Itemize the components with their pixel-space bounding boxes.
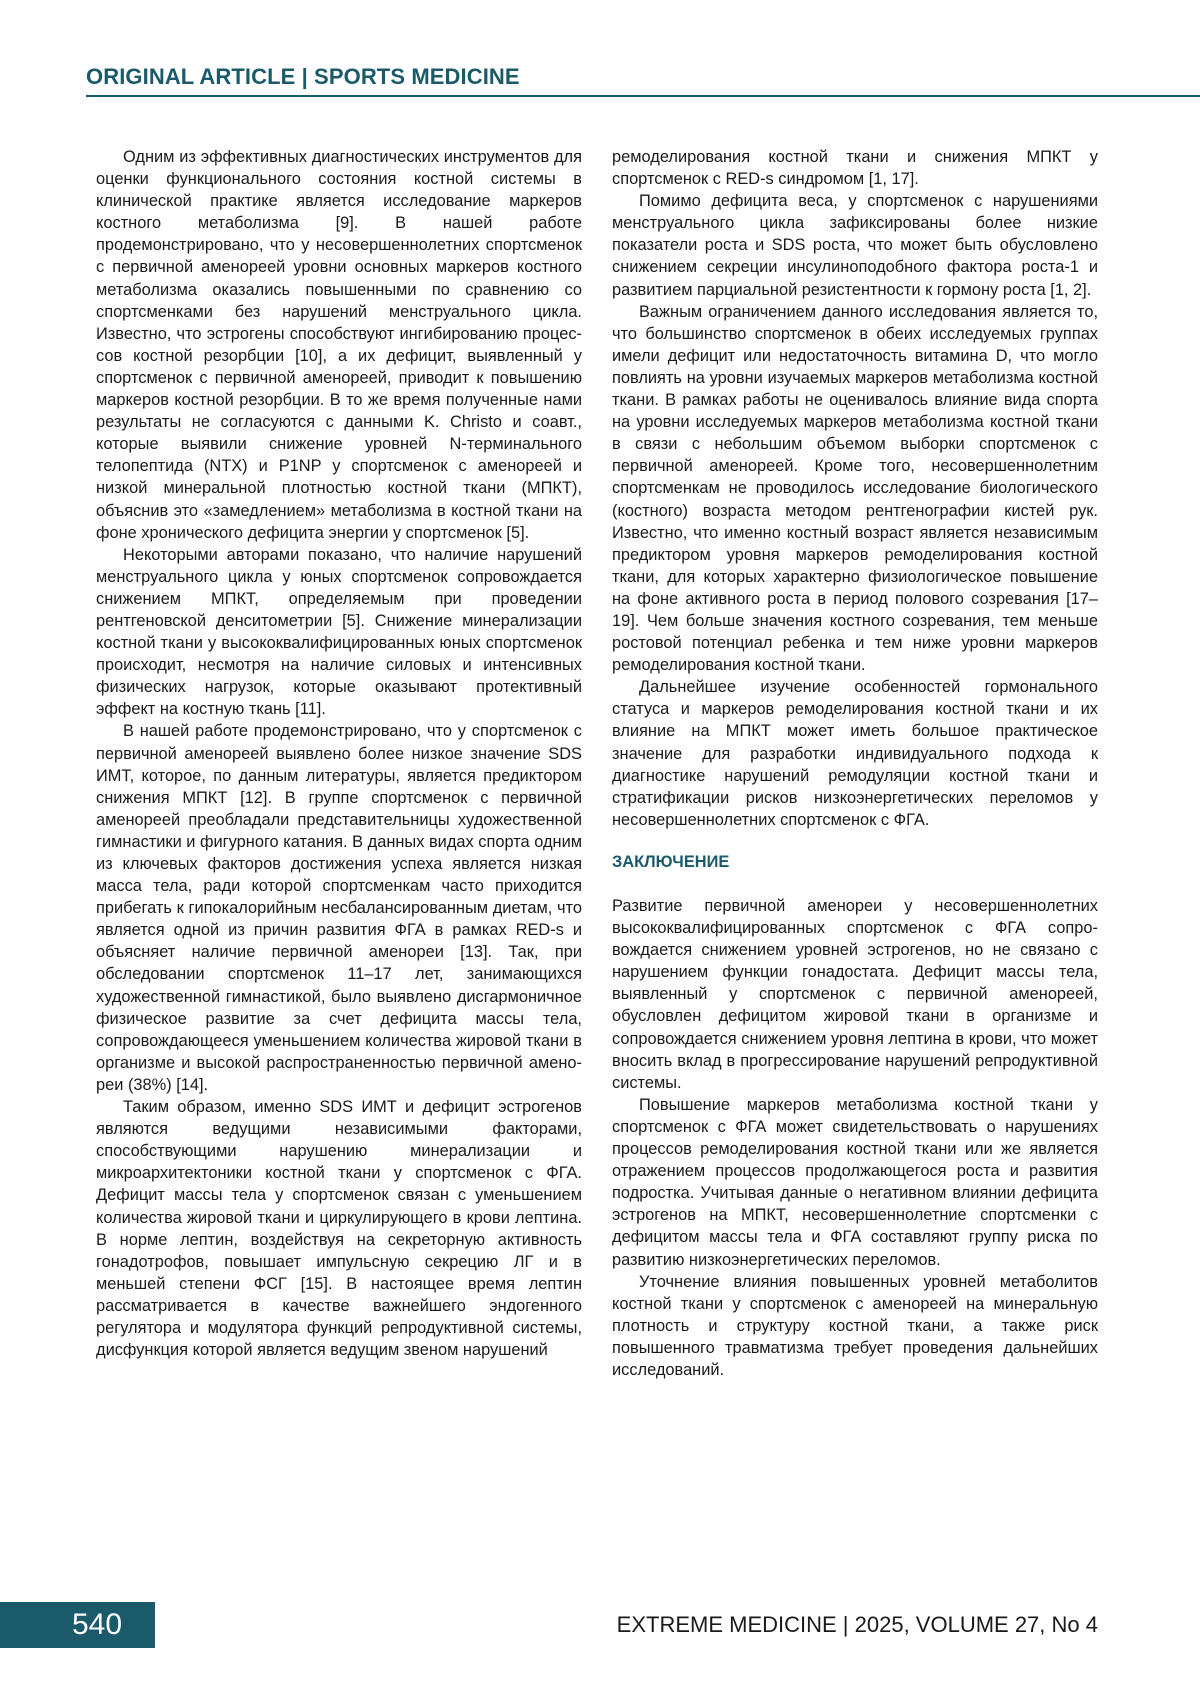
paragraph: ремоделирования костной ткани и снижения МПКТ у спортсменок с RED-s синдромом [1, 17]. xyxy=(612,148,1098,189)
paragraph: Помимо дефицита веса, у спортсменок с нарушениями менструального цикла зафиксированы более низкие показатели роста и SDS роста, что может быть обусловлено снижением секреции инсулиноподобного фактора роста-1 и развитием парциальной резистентности к гормону роста [1, 2]. xyxy=(612,192,1098,299)
conclusion-heading: ЗАКЛЮЧЕНИЕ xyxy=(612,852,730,871)
left-column xyxy=(96,146,582,1361)
paragraph: Таким образом, именно SDS ИМТ и дефицит эстрогенов являются ведущими независимыми факторами, способствующими нарушению минерализации и микроархитектоники костной ткани у спортсменок с ФГА. Дефицит массы тела у спортсменок связан с уменьшением количества жировой ткани и циркулирующего в крови лептина. В норме лептин, воздействуя на секреторную активность гонадотрофов, повышает импульсную секрецию ЛГ и в меньшей степени ФСГ [15]. В настоящее время лептин рассматривается в качестве важнейшего эндогенного регулятора и модулятора функций репродуктивной системы, дисфункция которой является ведущим звеном нарушений xyxy=(96,1098,582,1360)
paragraph: Уточнение влияния повышенных уровней метаболитов костной ткани у спортсменок с аменореей на минеральную плотность и структуру костной ткани, а также риск повышенного травматизма требует проведения дальнейших исследований. xyxy=(612,1272,1098,1379)
paragraph: Развитие первичной аменореи у несовершеннолетних высококвалифицированных спортсменок с ФГА сопровождается снижением уровней эстрогенов, но не связано с нарушением функции гонадостата. Дефицит массы тела, выявленный у спортсменок с первичной аменореей, обусловлен дефицитом жировой ткани в организме и сопровождается снижением уровня лептина в крови, что может вносить вклад в прогрессирование нарушений репродуктивной системы. xyxy=(612,897,1098,1092)
paragraph: Одним из эффективных диагностических инструментов для оценки функционального состояния костной системы в клинической практике является исследование маркеров костного метаболизма [9]. В нашей работе продемонстрировано, что у несовершеннолетних спортсменок с первичной аменореей уровни основных маркеров костного метаболизма оказались повышенными по сравнению со спортсменками без нарушений менструального цикла. Известно, что эстрогены способствуют ингибированию процессов костной резорбции [10], а их дефицит, выявленный у спортсменок с первичной аменореей, приводит к повышению маркеров костной резорбции. В то же время полученные нами результаты не согласуются с данными K. Christo и соавт., которые выявили снижение уровней N-терминального телопептида (NTX) и P1NP у спортсменок с аменореей и низкой минеральной плотностью костной ткани (МПКТ), объяснив это «замедлением» метаболизма в костной ткани на фоне хронического дефицита энергии у спортсменок [5]. xyxy=(96,148,582,542)
journal-footer: EXTREME MEDICINE | 2025, VOLUME 27, No 4 xyxy=(616,1612,1098,1637)
paragraph: Дальнейшее изучение особенностей гормонального статуса и маркеров ремоделирования костной ткани и их влияние на МПКТ может иметь большое практическое значение для разработки индивидуального подхода к диагностике нарушений ремодуляции костной ткани и стратификации рисков низкоэнергетических переломов у несовершеннолетних спортсменок с ФГА. xyxy=(612,678,1098,829)
page-number: 540 xyxy=(72,1608,123,1641)
section-header: ORIGINAL ARTICLE | SPORTS MEDICINE xyxy=(86,64,520,89)
paragraph: Важным ограничением данного исследования является то, что большинство спортсменок в обеих исследуемых группах имели дефицит или недостаточность витамина D, что могло повлиять на уровни изучаемых маркеров метаболизма костной ткани. В рамках работы не оценивалось влияние вида спорта на уровни исследуемых маркеров метаболизма костной ткани в связи с небольшим объемом выборки спортсменок с первичной аменореей. Кроме того, несовершеннолетним спортсменкам не проводилось исследование биологического (костного) возраста методом рентгенографии кистей рук. Известно, что именно костный возраст является независимым предиктором уровня маркеров ремоделирования костной ткани, для которых характерно физиологическое повышение на фоне активного роста в период полового созревания [17–19]. Чем больше значения костного созревания, тем меньше ростовой потенциал ребенка и тем ниже уровни маркеров ремоделирования костной ткани. xyxy=(612,302,1098,675)
right-column xyxy=(612,146,1098,1381)
paragraph: Некоторыми авторами показано, что наличие нарушений менструального цикла у юных спортсменок сопровождается снижением МПКТ, определяемым при проведении рентгеновской денситометрии [5]. Снижение минерализации костной ткани у высококвалифицированных юных спортсменок происходит, несмотря на наличие силовых и интенсивных физических нагрузок, которые оказывают протективный эффект на костную ткань [11]. xyxy=(96,545,582,719)
paragraph: В нашей работе продемонстрировано, что у спортсменок с первичной аменореей выявлено более низкое значение SDS ИМТ, которое, по данным литературы, является предиктором снижения МПКТ [12]. В группе спортсменок с первичной аменореей преобладали представительницы художественной гимнастики и фигурного катания. В данных видах спорта одним из ключевых факторов достижения успеха является низкая масса тела, ради которой спортсменкам часто приходится прибегать к гипокалорийным несбалансированным диетам, что является одной из причин развития ФГА в рамках RED-s и объясняет наличие первичной аменореи [13]. Так, при обследовании спортсменок 11–17 лет, занимающихся художественной гимнастикой, было выявлено дисгармоничное физическое развитие за счет дефицита массы тела, сопровождающееся уменьшением количества жировой ткани в организме и высокой распространенностью первичной аменореи (38%) [14]. xyxy=(96,722,582,1094)
paragraph: Повышение маркеров метаболизма костной ткани у спортсменок с ФГА может свидетельствовать о нарушениях процессов ремоделирования костной ткани или же является отражением процессов продолжающегося роста и развития подростка. Учитывая данные о негативном влиянии дефицита эстрогенов на МПКТ, несовершеннолетние спортсменки с дефицитом массы тела и ФГА составляют группу риска по развитию низкоэнергетических переломов. xyxy=(612,1095,1098,1269)
header-divider xyxy=(86,95,1200,97)
